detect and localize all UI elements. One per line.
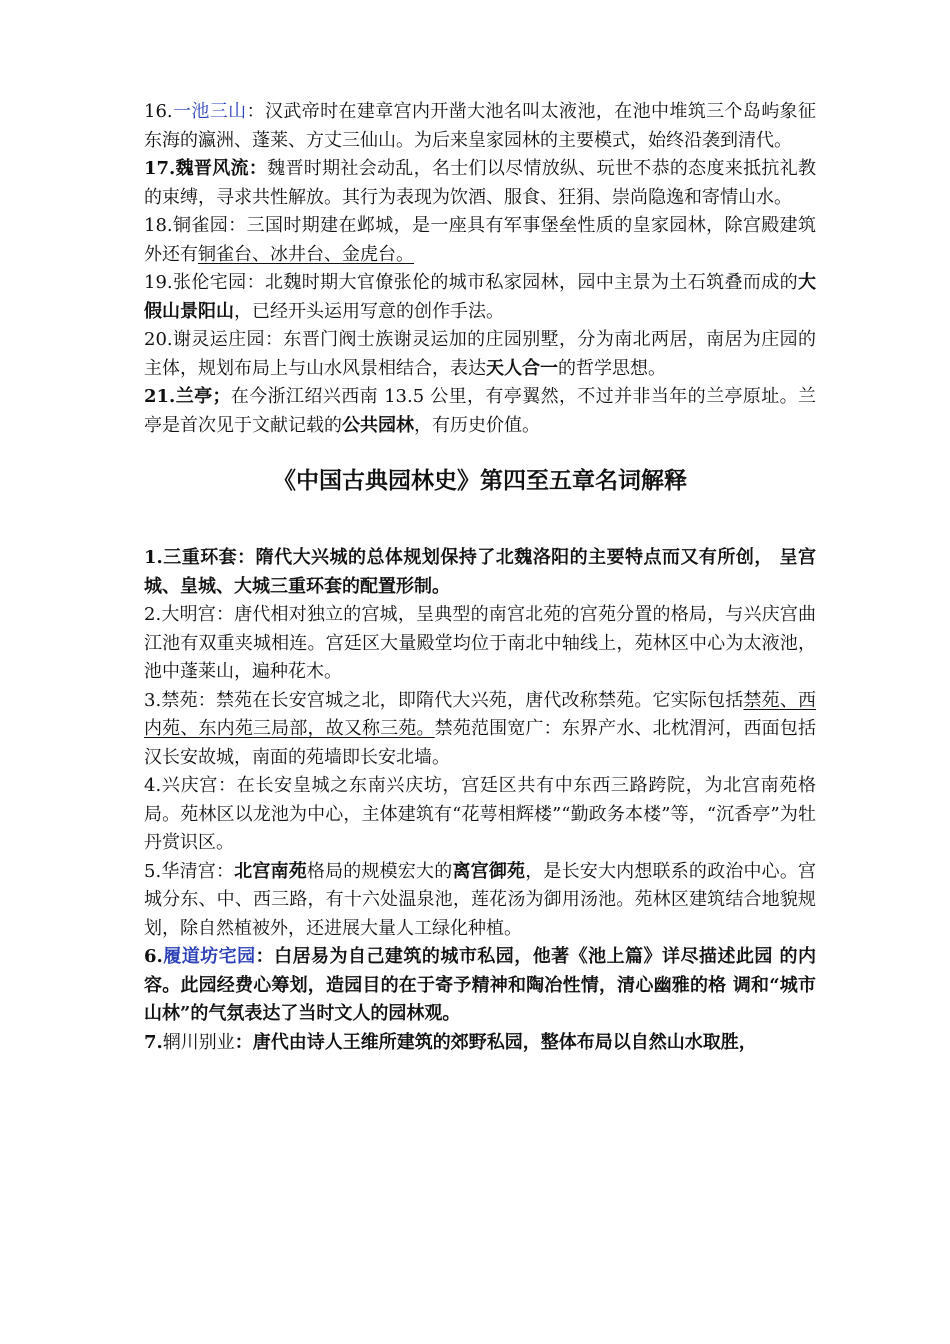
entry-text: 唐代由诗人王维所建筑的郊野私园，整体布局以自然山水取胜，: [252, 1031, 757, 1053]
entry-section1-0: [144, 98, 816, 155]
entry-number: 5.: [144, 860, 162, 882]
entry-separator: ：: [246, 272, 265, 293]
entry-section1-2: [144, 212, 816, 269]
entry-number: 16.: [144, 101, 173, 122]
entry-number: 21.: [144, 386, 176, 407]
entry-separator: ：: [246, 101, 265, 122]
entry-term: 谢灵运庄园: [172, 329, 265, 350]
entry-term: 三重环套: [162, 547, 238, 568]
entry-section2-5: [144, 943, 816, 1029]
entry-section2-4: [144, 858, 816, 944]
entry-term: 禁苑: [161, 689, 198, 711]
entry-term: 张伦宅园: [172, 272, 247, 293]
section-1-entries: [144, 98, 816, 440]
entry-text: 北魏时期大官僚张伦的城市私家园林，园中主景为土石筑叠而成的: [264, 272, 799, 293]
document-page: [144, 98, 816, 1057]
entry-number: 3.: [144, 689, 162, 711]
entry-text: 公共园林: [342, 414, 414, 436]
entry-separator: ：: [264, 329, 284, 350]
entry-text: 隋代大兴城的总体规划保持了北魏洛阳的主要特点而又有所创， 呈宫城、皇城、大城三重环套的配置形制。: [144, 547, 817, 597]
entry-number: 2.: [144, 604, 162, 625]
entry-separator: ：: [228, 215, 247, 236]
entry-text: 三国时期建在邺城，是一座具有军事堡垒性质的皇家园林，除宫殿建筑外还有: [144, 215, 817, 265]
entry-text: 白居易为自己建筑的城市私园，他著《池上篇》详尽描述此园 的内容。此园经费心筹划，造园目的在于寄予精神和陶冶性情，清心幽雅的格 调和“城市山林”的气氛表达了当时文人的园林观。: [144, 946, 817, 1024]
entry-term: 大明宫: [161, 604, 216, 625]
entry-text: 魏晋时期社会动乱，名士们以尽情放纵、玩世不恭的态度来抵抗礼教的束缚，寻求共性解放。其行为表现为饮酒、服食、狂狷、崇尚隐逸和寄情山水。: [144, 158, 817, 208]
entry-text: 格局的规模宏大的: [306, 860, 453, 882]
entry-text: 铜雀台、冰井台、金虎台。: [198, 243, 414, 265]
entry-number: 7.: [144, 1031, 163, 1053]
entry-term: 辋川别业: [162, 1031, 235, 1053]
entry-text: 汉武帝时在建章宫内开凿大池名叫太液池，在池中堆筑三个岛屿象征东海的瀛洲、蓬莱、方丈三仙山。为后来皇家园林的主要模式，始终沿袭到清代。: [144, 101, 817, 151]
entry-section1-5: [144, 383, 816, 440]
section-2-entries: [144, 544, 816, 1057]
entry-separator: ：: [215, 604, 235, 625]
entry-separator: ：: [255, 946, 275, 967]
entry-separator: ：: [237, 547, 256, 568]
entry-term: 华清宫: [161, 860, 216, 882]
entry-separator: ：: [218, 775, 237, 796]
entry-section1-4: [144, 326, 816, 383]
entry-text: 禁苑在长安宫城之北，即隋代大兴苑，唐代改称禁苑。它实际包括: [215, 689, 744, 711]
section-2-title: 《中国古典园林史》第四至五章名词解释: [273, 468, 687, 494]
entry-separator: ：: [215, 860, 235, 882]
entry-section2-6: [144, 1029, 816, 1058]
entry-section1-3: [144, 269, 816, 326]
entry-term: 兴庆宫: [161, 775, 219, 796]
entry-text: 东晋门阀士族谢灵运加的庄园别墅，分为南北两居，南居为庄园的主体，规划布局上与山水风景相结合，表达: [144, 329, 817, 379]
entry-number: 4.: [144, 775, 162, 796]
entry-text: ，是长安大内想联系的政治中心。宫城分东、中、西三路，有十六处温泉池，莲花汤为御用汤池。苑林区建筑结合地貌规划，除自然植被外，还进展大量人工绿化种植。: [144, 860, 817, 939]
entry-number: 20.: [144, 329, 173, 350]
entry-separator: ：: [234, 1031, 253, 1053]
entry-section2-1: [144, 601, 816, 687]
entry-number: 18.: [144, 215, 173, 236]
entry-text: ，有历史价值。: [414, 414, 540, 436]
entry-section2-2: [144, 687, 816, 773]
entry-term: 一池三山: [172, 101, 247, 122]
entry-text: ，已经开头运用写意的创作手法。: [234, 300, 504, 322]
entry-term: 铜雀园: [172, 215, 229, 236]
entry-text: 离宫御苑: [452, 860, 526, 882]
entry-separator: ：: [197, 689, 216, 711]
entry-text: 的哲学思想。: [558, 357, 666, 379]
entry-text: 大假山景阳山: [144, 272, 817, 322]
entry-text: 唐代相对独立的宫城，呈典型的南宫北苑的宫苑分置的格局，与兴庆宫曲江池有双重夹城相连。宫廷区大量殿堂均位于南北中轴线上，苑林区中心为太液池，池中蓬莱山，遍种花木。: [144, 604, 817, 682]
entry-section2-0: [144, 544, 816, 601]
entry-term: 魏晋风流: [175, 158, 249, 179]
entry-separator: ；: [212, 386, 231, 407]
entry-number: 19.: [144, 272, 173, 293]
entry-text: 禁苑范围宽广：东界产水、北枕渭河，西面包括汉长安故城，南面的苑墙即长安北墙。: [144, 718, 817, 768]
entry-number: 1.: [144, 547, 163, 568]
entry-section1-1: [144, 155, 816, 212]
entry-term: 兰亭: [175, 386, 213, 407]
entry-separator: ：: [248, 158, 268, 179]
entry-text: 天人合一: [486, 357, 558, 379]
entry-number: 6.: [144, 946, 163, 967]
entry-text: 在长安皇城之东南兴庆坊，宫廷区共有中东西三路跨院，为北宫南苑格局。苑林区以龙池为中心，主体建筑有“花萼相辉楼”“勤政务本楼”等，“沉香亭”为牡丹赏识区。: [144, 775, 817, 853]
entry-term: 履道坊宅园: [162, 946, 256, 967]
entry-text: 北宫南苑: [234, 860, 307, 882]
entry-text: 在今浙江绍兴西南 13.5 公里，有亭翼然，不过并非当年的兰亭原址。兰亭是首次见于文献记载的: [144, 386, 816, 436]
entry-section2-3: [144, 772, 816, 858]
entry-number: 17.: [144, 158, 176, 179]
entry-text: 禁苑、西内苑、东内苑三局部，故又称三苑。: [144, 689, 817, 739]
